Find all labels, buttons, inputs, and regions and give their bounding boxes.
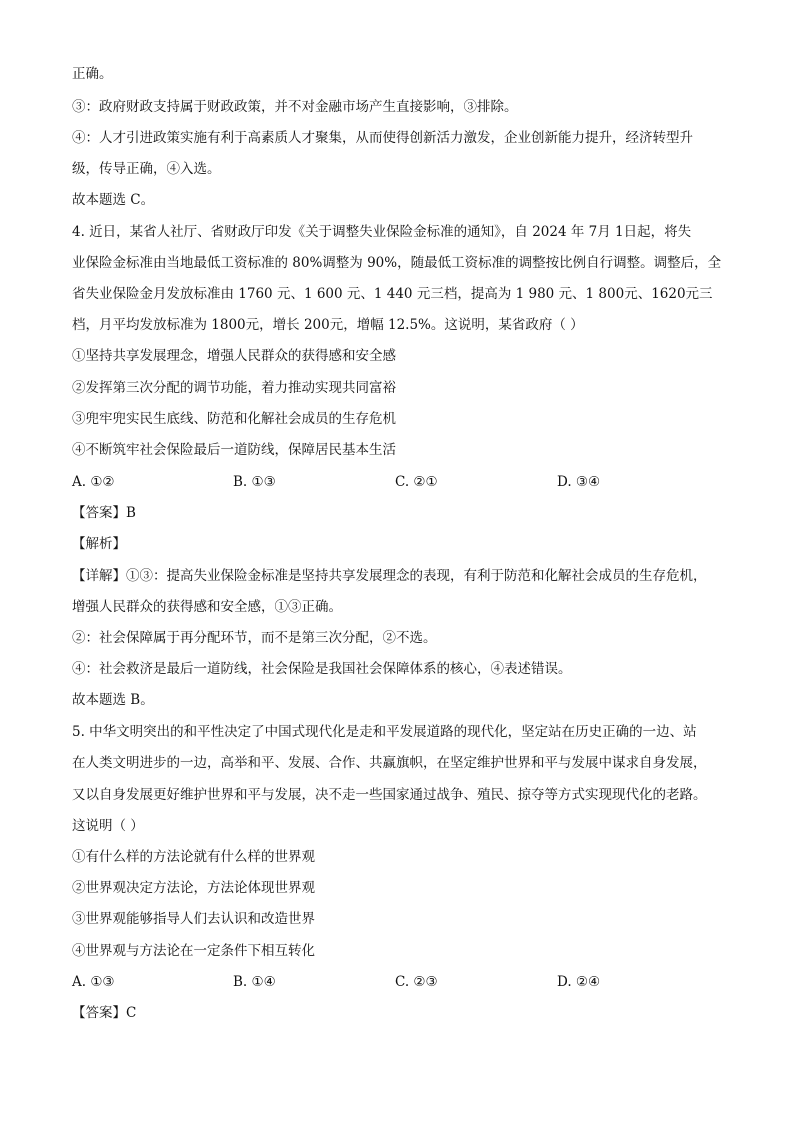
q4-detail-line-2: 增强人民群众的获得感和安全感，①③正确。	[72, 599, 342, 615]
prev-line-4: 级，传导正确，④入选。	[72, 161, 221, 177]
q4-detail-line-1: 【详解】①③：提高失业保险金标准是坚持共享发展理念的表现，有利于防范和化解社会成员的生存危机，	[72, 568, 707, 584]
prev-line-3: ④：人才引进政策实施有利于高素质人才聚集，从而使得创新活力激发，企业创新能力提升，经济转型升	[72, 130, 693, 146]
q5-stem-line-4: 这说明（ ）	[72, 818, 144, 834]
q5-item-2: ②世界观决定方法论，方法论体现世界观	[72, 880, 315, 896]
q4-stem-line-3: 省失业保险金月发放标准由 1760 元、1 600 元、1 440 元三档，提高为 1 980 元、1 800元、1620元三	[72, 286, 713, 302]
q5-stem-line-3: 又以自身发展更好维护世界和平与发展，决不走一些国家通过战争、殖民、掠夺等方式实现现代化的老路。	[72, 787, 707, 803]
q4-item-2: ②发挥第三次分配的调节功能，着力推动实现共同富裕	[72, 380, 396, 396]
q5-option-a: A. ①③	[72, 974, 115, 990]
q4-analysis-label: 【解析】	[72, 536, 126, 552]
q4-option-a: A. ①②	[72, 474, 115, 490]
q4-option-c: C. ②①	[395, 474, 438, 490]
prev-conclusion: 故本题选 C。	[72, 192, 155, 208]
q5-option-c: C. ②③	[395, 974, 438, 990]
q4-item-1: ①坚持共享发展理念，增强人民群众的获得感和安全感	[72, 348, 396, 364]
q4-option-d: D. ③④	[557, 474, 601, 490]
q4-option-b: B. ①③	[233, 474, 276, 490]
q5-option-b: B. ①④	[233, 974, 276, 990]
q5-answer: 【答案】C	[72, 1005, 137, 1021]
q4-item-3: ③兜牢兜实民生底线、防范和化解社会成员的生存危机	[72, 411, 396, 427]
q5-option-d: D. ②④	[557, 974, 601, 990]
q4-item-4: ④不断筑牢社会保险最后一道防线，保障居民基本生活	[72, 442, 396, 458]
q5-item-1: ①有什么样的方法论就有什么样的世界观	[72, 849, 315, 865]
q5-item-3: ③世界观能够指导人们去认识和改造世界	[72, 911, 315, 927]
q5-stem-line-2: 在人类文明进步的一边，高举和平、发展、合作、共赢旗帜，在坚定维护世界和平与发展中谋求自身发展，	[72, 755, 707, 771]
q4-conclusion: 故本题选 B。	[72, 692, 154, 708]
q4-detail-line-3: ②：社会保障属于再分配环节，而不是第三次分配，②不选。	[72, 630, 437, 646]
q5-item-4: ④世界观与方法论在一定条件下相互转化	[72, 943, 315, 959]
q4-stem-line-2: 业保险金标准由当地最低工资标准的 80%调整为 90%，随最低工资标准的调整按比例自行调整。调整后，全	[72, 255, 722, 271]
prev-line-2: ③：政府财政支持属于财政政策，并不对金融市场产生直接影响，③排除。	[72, 99, 518, 115]
q4-stem-line-1: 4. 近日，某省人社厅、省财政厅印发《关于调整失业保险金标准的通知》，自 2024 年 7月 1日起，将失	[72, 224, 692, 240]
q5-stem-line-1: 5. 中华文明突出的和平性决定了中国式现代化是走和平发展道路的现代化，坚定站在历史正确的一边、站	[72, 724, 697, 740]
q4-stem-line-4: 档，月平均发放标准为 1800元，增长 200元，增幅 12.5%。这说明，某省政府（ ）	[72, 317, 584, 333]
q4-answer: 【答案】B	[72, 505, 136, 521]
q4-detail-line-4: ④：社会救济是最后一道防线，社会保险是我国社会保障体系的核心，④表述错误。	[72, 661, 572, 677]
prev-line-1: 正确。	[72, 66, 113, 82]
